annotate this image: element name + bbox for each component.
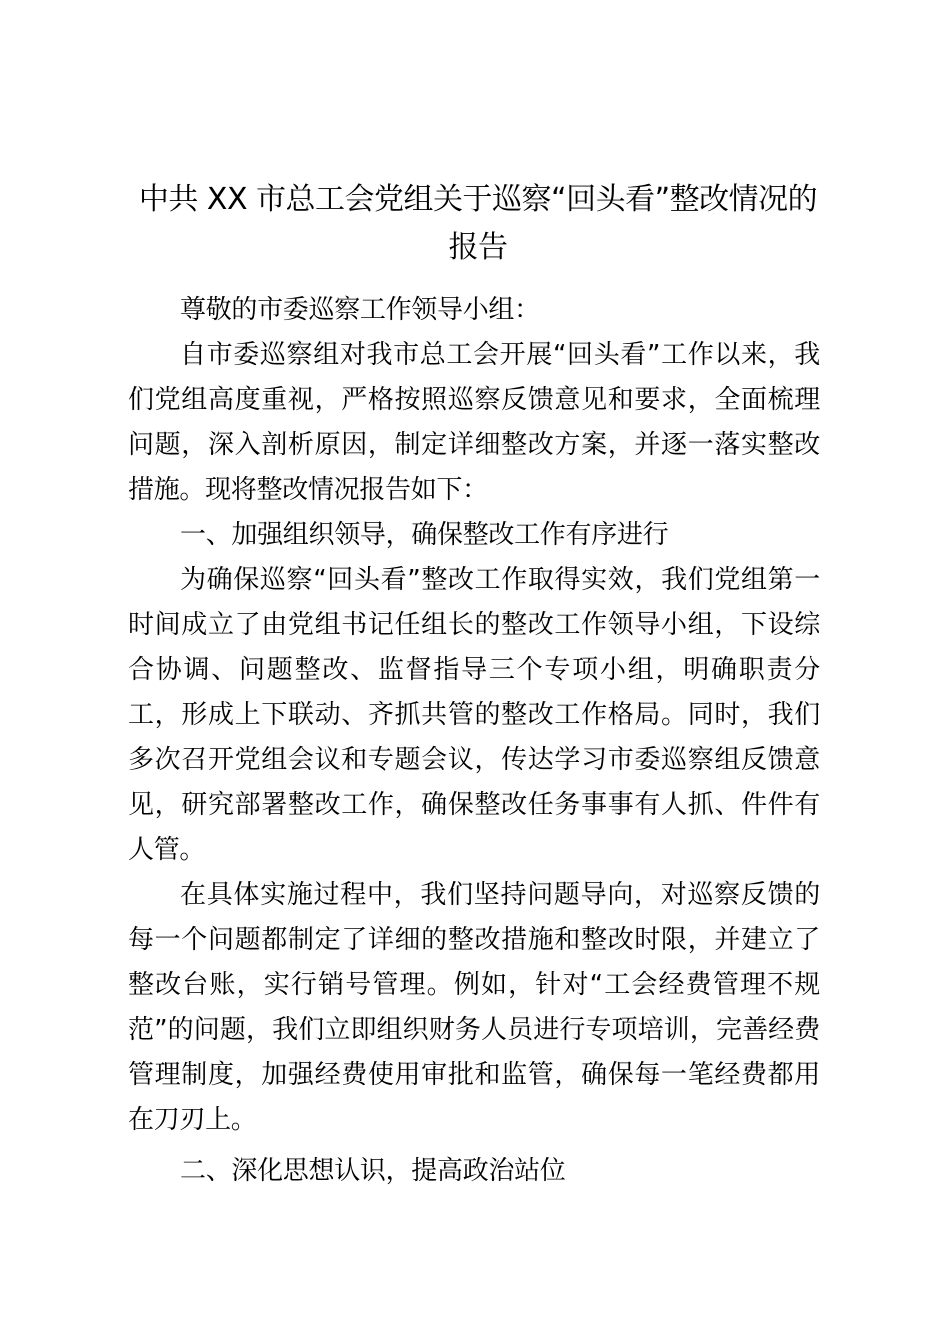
section-heading-2: 二、深化思想认识，提高政治站位	[180, 1156, 566, 1186]
document-title: 中共 XX 市总工会党组关于巡察“回头看”整改情况的报告	[138, 182, 818, 265]
section-heading-1: 一、加强组织领导，确保整改工作有序进行	[180, 520, 669, 550]
paragraph-implementation: 在具体实施过程中，我们坚持问题导向，对巡察反馈的每一个问题都制定了详细的整改措施和整改时限，并建立了整改台账，实行销号管理。例如，针对“工会经费管理不规范”的问题，我们立即组织财务人员进行专项培训，完善经费管理制度，加强经费使用审批和监管，确保每一笔经费都用在刀刃上。	[128, 880, 820, 1135]
paragraph-intro: 自市委巡察组对我市总工会开展“回头看”工作以来，我们党组高度重视，严格按照巡察反馈意见和要求，全面梳理问题，深入剖析原因，制定详细整改方案，并逐一落实整改措施。现将整改情况报告如下：	[128, 340, 820, 505]
document-body	[128, 288, 820, 1194]
paragraph-organization: 为确保巡察“回头看”整改工作取得实效，我们党组第一时间成立了由党组书记任组长的整改工作领导小组，下设综合协调、问题整改、监督指导三个专项小组，明确职责分工，形成上下联动、齐抓共管的整改工作格局。同时，我们多次召开党组会议和专题会议，传达学习市委巡察组反馈意见，研究部署整改工作，确保整改任务事事有人抓、件件有人管。	[128, 565, 820, 865]
salutation: 尊敬的市委巡察工作领导小组：	[180, 295, 540, 325]
